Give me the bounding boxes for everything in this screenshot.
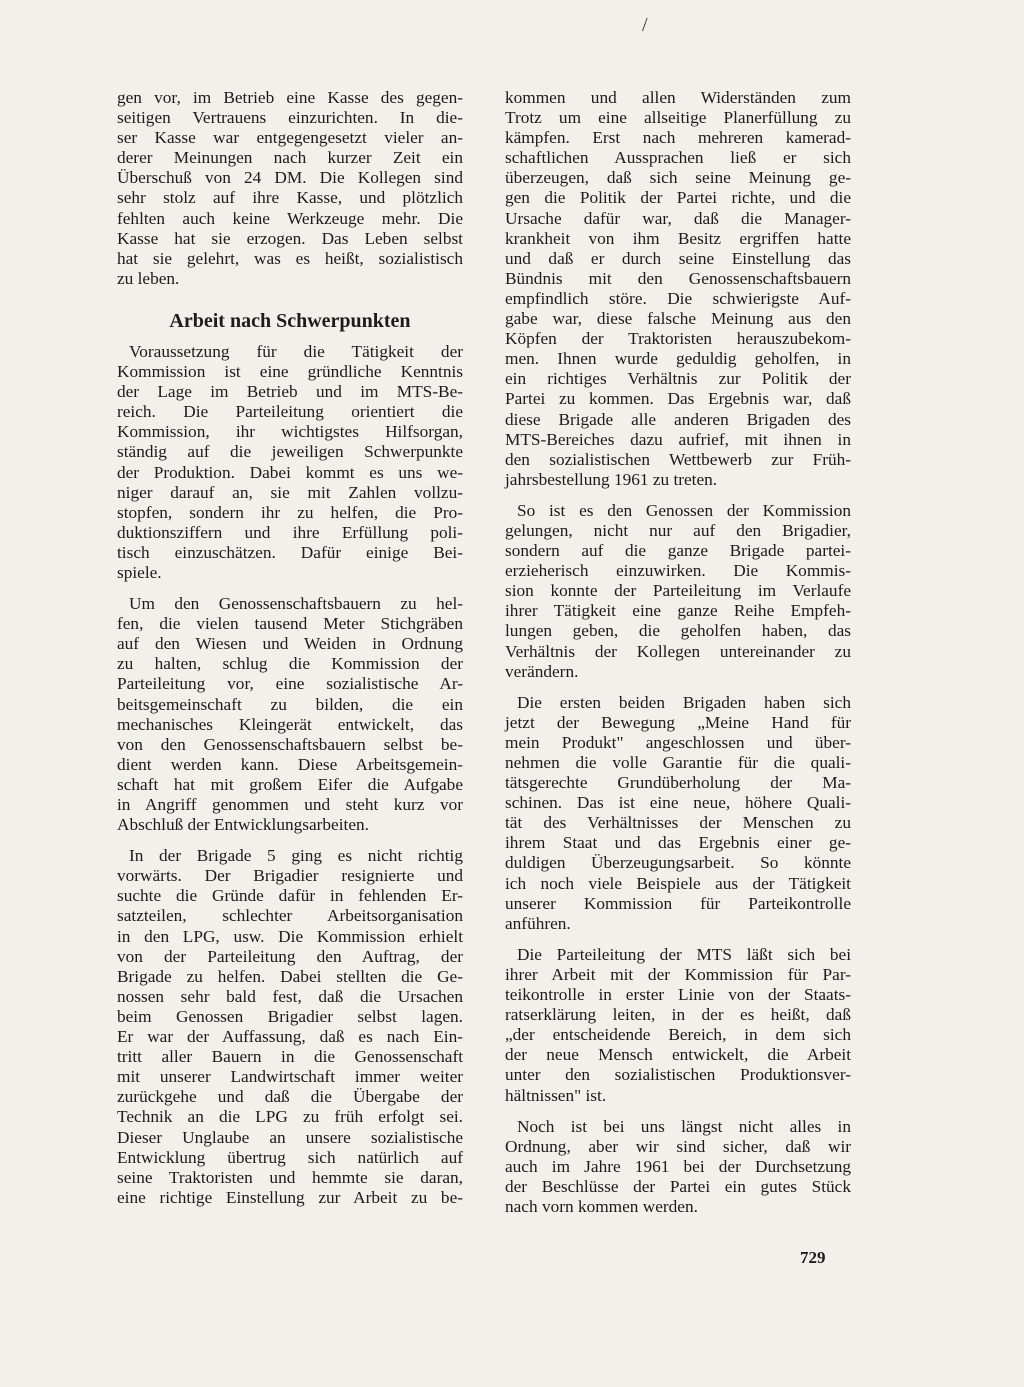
text-line: Er war der Auffassung, daß es nach Ein- xyxy=(117,1027,463,1047)
paragraph-left-1 xyxy=(117,88,463,289)
text-line: duktionsziffern und ihre Erfüllung poli- xyxy=(117,522,463,542)
text-line: kommen und allen Widerständen zum xyxy=(505,88,851,107)
left-column xyxy=(117,88,463,1208)
paragraph-gap xyxy=(117,835,463,846)
text-line: Entwicklung übertrug sich natürlich auf xyxy=(117,1147,463,1167)
text-line: gabe war, diese falsche Meinung aus den xyxy=(505,309,851,329)
text-line: Noch ist bei uns längst nicht alles in xyxy=(517,1116,851,1136)
text-line: beim Genossen Brigadier selbst lagen. xyxy=(117,1006,463,1026)
text-line: Partei zu kommen. Das Ergebnis war, daß xyxy=(505,389,851,409)
text-line: ständig auf die jeweiligen Schwerpunkte xyxy=(117,442,463,462)
text-line: sondern auf die ganze Brigade partei- xyxy=(505,541,851,561)
text-line: mit unserer Landwirtschaft immer weiter xyxy=(117,1067,463,1087)
text-line: nach vorn kommen werden. xyxy=(505,1196,698,1216)
text-line: überzeugen, daß sich seine Meinung ge- xyxy=(505,168,851,188)
paragraph-right-4 xyxy=(505,945,851,1106)
paragraph-right-1 xyxy=(505,88,851,490)
text-line: satzteilen, schlechter Arbeitsorganisation xyxy=(117,906,463,926)
section-heading: Arbeit nach Schwerpunkten xyxy=(169,309,411,332)
text-line: in den LPG, usw. Die Kommission erhielt xyxy=(117,926,463,946)
text-line: Die ersten beiden Brigaden haben sich xyxy=(517,692,851,712)
paragraph-gap xyxy=(117,583,463,594)
text-line: Abschluß der Entwicklungsarbeiten. xyxy=(117,815,369,835)
text-line: ratserklärung leiten, in der es heißt, daß xyxy=(505,1005,851,1025)
text-line: hältnissen" ist. xyxy=(505,1085,607,1105)
text-line: seine Traktoristen und hemmte sie daran, xyxy=(117,1167,463,1187)
text-line: fen, die vielen tausend Meter Stichgräben xyxy=(117,614,463,634)
text-line: Überschuß von 24 DM. Die Kollegen sind xyxy=(117,168,463,188)
text-line: ihrer Arbeit mit der Kommission für Par- xyxy=(505,964,851,984)
text-line: tisch einzuschätzen. Dafür einige Bei- xyxy=(117,542,463,562)
text-line: Ursache dafür war, daß die Manager- xyxy=(505,208,851,228)
text-line: mechanisches Kleingerät entwickelt, das xyxy=(117,714,463,734)
text-line: Voraussetzung für die Tätigkeit der xyxy=(129,341,463,361)
text-line: hat sie gelehrt, was es heißt, sozialistisch xyxy=(117,248,463,268)
text-line: Ordnung, aber wir sind sicher, daß wir xyxy=(505,1136,851,1156)
paragraph-left-3 xyxy=(117,594,463,835)
text-line: „der entscheidende Bereich, in dem sich xyxy=(505,1025,851,1045)
text-line: der Lage im Betrieb und im MTS-Be- xyxy=(117,382,463,402)
text-line: ich noch viele Beispiele aus der Tätigkeit xyxy=(505,873,851,893)
paragraph-right-2 xyxy=(505,501,851,682)
text-line: zurückgehe und daß die Übergabe der xyxy=(117,1087,463,1107)
text-line: So ist es den Genossen der Kommission xyxy=(517,500,851,520)
text-line: beitsgemeinschaft zu bilden, die ein xyxy=(117,694,463,714)
paragraph-gap xyxy=(505,490,851,501)
text-line: verändern. xyxy=(505,661,579,681)
text-line: empfindlich störe. Die schwierigste Auf- xyxy=(505,288,851,308)
text-line: eine richtige Einstellung zur Arbeit zu be- xyxy=(117,1187,463,1207)
text-line: jahrsbestellung 1961 zu treten. xyxy=(505,469,718,489)
text-line: spiele. xyxy=(117,562,162,582)
text-line: lungen geben, die geholfen haben, das xyxy=(505,621,851,641)
text-line: reich. Die Parteileitung orientiert die xyxy=(117,402,463,422)
text-line: duldigen Überzeugungsarbeit. So könnte xyxy=(505,853,851,873)
text-line: unter den sozialistischen Produktionsver- xyxy=(505,1065,851,1085)
text-line: zu halten, schlug die Kommission der xyxy=(117,654,463,674)
text-line: ihrer Tätigkeit eine ganze Reihe Empfeh- xyxy=(505,601,851,621)
paragraph-right-3 xyxy=(505,693,851,934)
right-column xyxy=(505,88,851,1217)
text-line: der neue Mensch entwickelt, die Arbeit xyxy=(505,1045,851,1065)
paragraph-gap xyxy=(505,682,851,693)
text-line: von der Parteileitung den Auftrag, der xyxy=(117,946,463,966)
paragraph-right-5 xyxy=(505,1117,851,1217)
text-line: tätsgerechte Grundüberholung der Ma- xyxy=(505,773,851,793)
text-line: Kommission ist eine gründliche Kenntnis xyxy=(117,362,463,382)
text-line: vorwärts. Der Brigadier resignierte und xyxy=(117,866,463,886)
text-line: Bündnis mit den Genossenschaftsbauern xyxy=(505,268,851,288)
text-line: Technik an die LPG zu früh erfolgt sei. xyxy=(117,1107,463,1127)
text-line: unserer Kommission für Parteikontrolle xyxy=(505,893,851,913)
text-line: Kommission, ihr wichtigstes Hilfsorgan, xyxy=(117,422,463,442)
text-line: ser Kasse war entgegengesetzt vieler an- xyxy=(117,128,463,148)
text-line: krankheit von ihm Besitz ergriffen hatte xyxy=(505,228,851,248)
page-number: 729 xyxy=(800,1248,826,1267)
text-line: erzieherisch einzuwirken. Die Kommis- xyxy=(505,561,851,581)
text-line: niger darauf an, sie mit Zahlen vollzu- xyxy=(117,482,463,502)
text-line: In der Brigade 5 ging es nicht richtig xyxy=(129,846,463,866)
paragraph-gap xyxy=(505,1106,851,1117)
text-line: tät des Verhältnisses der Menschen zu xyxy=(505,813,851,833)
text-line: den sozialistischen Wettbewerb zur Früh- xyxy=(505,449,851,469)
paragraph-left-2 xyxy=(117,342,463,583)
text-line: mein Produkt" angeschlossen und über- xyxy=(505,732,851,752)
text-line: sion konnte der Parteileitung im Verlaufe xyxy=(505,581,851,601)
text-line: dient werden kann. Diese Arbeitsgemein- xyxy=(117,754,463,774)
text-line: Verhältnis der Kollegen untereinander zu xyxy=(505,641,851,661)
text-line: der Produktion. Dabei kommt es uns we- xyxy=(117,462,463,482)
text-line: ein richtiges Verhältnis zur Politik der xyxy=(505,369,851,389)
text-line: derer Meinungen nach kurzer Zeit ein xyxy=(117,148,463,168)
text-line: Um den Genossenschaftsbauern zu hel- xyxy=(129,594,463,614)
text-line: der Beschlüsse der Partei ein gutes Stück xyxy=(505,1176,851,1196)
text-line: von den Genossenschaftsbauern selbst be- xyxy=(117,734,463,754)
text-line: in Angriff genommen und steht kurz vor xyxy=(117,795,463,814)
text-line: jetzt der Bewegung „Meine Hand für xyxy=(505,712,851,732)
text-line: stopfen, sondern ihr zu helfen, die Pro- xyxy=(117,502,463,522)
text-line: Kasse hat sie erzogen. Das Leben selbst xyxy=(117,228,463,248)
text-line: fehlten auch keine Werkzeuge mehr. Die xyxy=(117,208,463,228)
text-line: kämpfen. Erst nach mehreren kamerad- xyxy=(505,128,851,148)
text-line: suchte die Gründe dafür in fehlenden Er- xyxy=(117,886,463,906)
text-line: ihrem Staat und das Ergebnis einer ge- xyxy=(505,833,851,853)
text-line: gen die Politik der Partei richte, und die xyxy=(505,188,851,208)
text-line: seitigen Vertrauens einzurichten. In die- xyxy=(117,108,463,128)
text-line: schaftlichen Aussprachen ließ er sich xyxy=(505,148,851,168)
text-line: schaft hat mit großem Eifer die Aufgabe xyxy=(117,774,463,794)
text-line: nehmen die volle Garantie für die quali- xyxy=(505,753,851,772)
text-line: Brigade zu helfen. Dabei stellten die Ge- xyxy=(117,966,463,986)
text-line: Köpfen der Traktoristen herauszubekom- xyxy=(505,329,851,349)
text-line: Trotz um eine allseitige Planerfüllung zu xyxy=(505,108,851,128)
text-line: sehr stolz auf ihre Kasse, und plötzlich xyxy=(117,188,463,208)
text-line: men. Ihnen wurde geduldig geholfen, in xyxy=(505,349,851,369)
paragraph-left-4 xyxy=(117,846,463,1208)
text-line: anführen. xyxy=(505,913,571,933)
text-line: nossen sehr bald fest, daß die Ursachen xyxy=(117,986,463,1006)
top-mark: / xyxy=(642,14,648,36)
text-line: zu leben. xyxy=(117,268,180,288)
text-line: gen vor, im Betrieb eine Kasse des gegen- xyxy=(117,88,463,107)
text-line: und daß er durch seine Einstellung das xyxy=(505,248,851,268)
text-line: schinen. Das ist eine neue, höhere Quali- xyxy=(505,793,851,813)
text-line: tritt aller Bauern in die Genossenschaft xyxy=(117,1047,463,1067)
text-line: Dieser Unglaube an unsere sozialistische xyxy=(117,1127,463,1147)
text-line: auch im Jahre 1961 bei der Durchsetzung xyxy=(505,1156,851,1176)
text-line: MTS-Bereiches dazu aufrief, mit ihnen in xyxy=(505,429,851,449)
text-line: teikontrolle in erster Linie von der Staats- xyxy=(505,985,851,1005)
paragraph-gap xyxy=(505,934,851,945)
text-line: diese Brigade alle anderen Brigaden des xyxy=(505,409,851,429)
text-line: gelungen, nicht nur auf den Brigadier, xyxy=(505,520,851,540)
text-line: auf den Wiesen und Weiden in Ordnung xyxy=(117,634,463,654)
text-line: Parteileitung vor, eine sozialistische Ar- xyxy=(117,674,463,694)
text-line: Die Parteileitung der MTS läßt sich bei xyxy=(517,944,851,964)
